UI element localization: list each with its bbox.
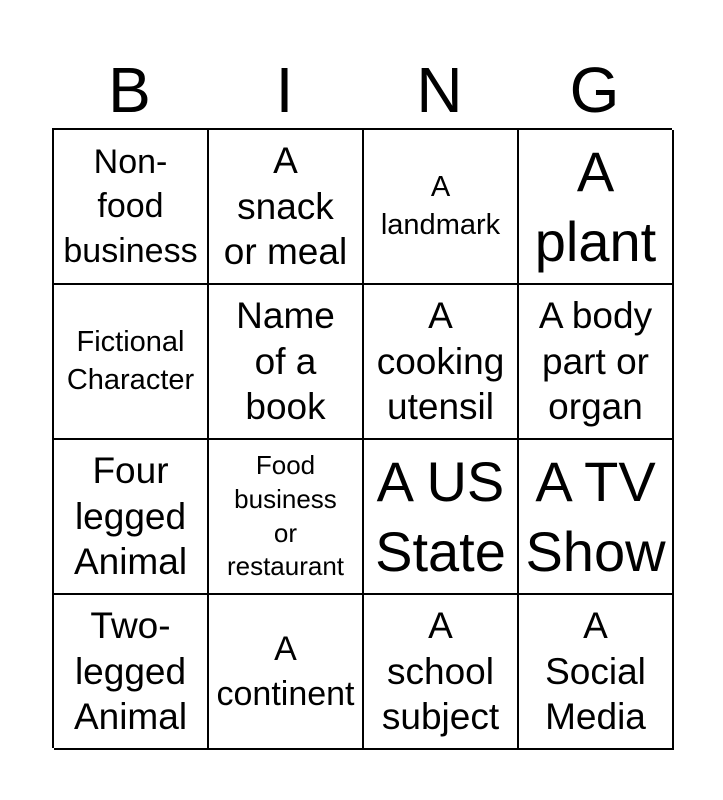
cell-text: Four legged Animal <box>73 449 188 583</box>
cell-text: Name of a book <box>236 294 335 428</box>
bingo-cell[interactable] <box>364 440 519 595</box>
cell-text: A cooking utensil <box>376 294 505 428</box>
header-letter-g: G <box>569 54 620 126</box>
cell-text: A TV Show <box>525 449 666 583</box>
bingo-cell[interactable] <box>209 440 364 595</box>
bingo-cell[interactable] <box>54 440 209 595</box>
bingo-cell[interactable] <box>519 440 674 595</box>
header-letter-b: B <box>108 54 151 126</box>
cell-text: A US State <box>375 449 506 583</box>
cell-text: A body part or organ <box>538 294 653 428</box>
cell-text: Two- legged Animal <box>73 604 188 738</box>
cell-text: A Social Media <box>545 604 646 738</box>
cell-text: A snack or meal <box>223 139 348 273</box>
bingo-cell[interactable] <box>209 595 364 750</box>
bingo-cell[interactable] <box>519 595 674 750</box>
cell-text: Fictional Character <box>66 326 195 396</box>
header-letter-i: I <box>275 54 294 126</box>
cell-text: A continent <box>216 630 355 713</box>
bingo-cell[interactable] <box>364 595 519 750</box>
cell-text: A landmark <box>380 171 501 241</box>
cell-text: Non- food business <box>63 143 198 270</box>
bingo-board <box>52 128 672 748</box>
bingo-cell[interactable] <box>54 130 209 285</box>
bingo-cell[interactable] <box>519 285 674 440</box>
cell-text: A plant <box>534 139 657 273</box>
bingo-cell[interactable] <box>54 595 209 750</box>
bingo-cell[interactable] <box>54 285 209 440</box>
bingo-cell[interactable] <box>519 130 674 285</box>
header-letter-n: N <box>416 54 463 126</box>
bingo-cell[interactable] <box>209 130 364 285</box>
cell-text: Food business or restaurant <box>226 449 345 582</box>
bingo-cell[interactable] <box>364 130 519 285</box>
cell-text: A school subject <box>381 604 500 738</box>
bingo-cell[interactable] <box>209 285 364 440</box>
bingo-cell[interactable] <box>364 285 519 440</box>
bingo-header <box>52 52 672 128</box>
